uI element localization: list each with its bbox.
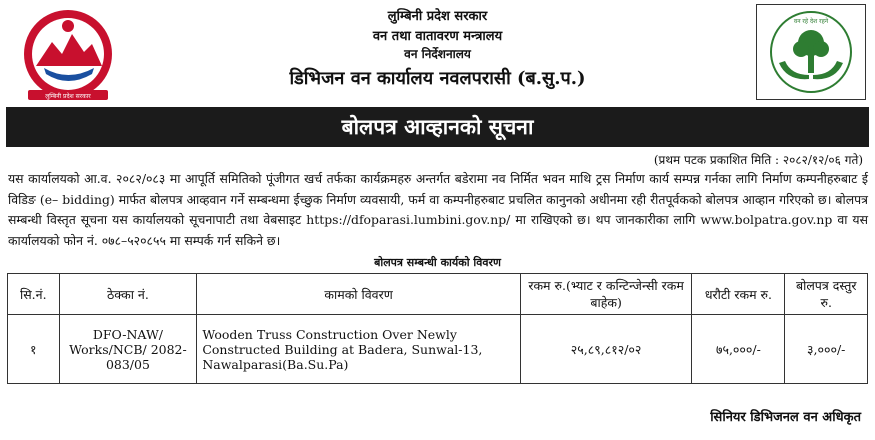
tender-table [7,273,868,384]
table-title: बोलपत्र सम्बन्धी कार्यको विवरण [374,256,501,269]
header-amount: रकम रु.(भ्याट र कन्टिन्जेन्सी रकम बाहेक) [520,274,692,315]
header-sn: सि.नं. [8,274,60,315]
cell-deposit: ७५,०००/- [692,315,785,384]
forest-tree-hands-icon [757,5,865,99]
ministry-name: वन तथा वातावरण मन्त्रालय [372,29,503,44]
logo-text: वन रहे देश रहने [793,18,829,25]
cell-contract-no: DFO-NAW/ Works/NCB/ 2082-083/05 [59,315,197,384]
cell-fee: ३,०००/- [785,315,868,384]
header-deposit: धरौटी रकम रु. [692,274,785,315]
header-fee: बोलपत्र दस्तुर रु. [785,274,868,315]
province-name: लुम्बिनी प्रदेश सरकार [387,9,488,24]
signatory-title: सिनियर डिभिजनल वन अधिकृत [710,410,861,425]
cell-description: Wooden Truss Construction Over Newly Constructed Building at Badera, Sunwal-13, Nawalparasi(Ba.Su.Pa) [197,315,520,384]
table-header-row [8,274,868,315]
header-contract-no: ठेक्का नं. [59,274,197,315]
forest-logo [756,4,866,100]
cell-amount: २५,८९,८१२/०२ [520,315,692,384]
notice-body: यस कार्यालयको आ.व. २०८२/०८३ मा आपूर्ति समितिको पूंजीगत खर्च तर्फका कार्यक्रमहरु अन्तर्गत बडेरामा नव निर्मित भवन माथि ट्रस निर्माण कार्य सम्पन्न गर्नका लागि निर्माण कम्पनीहरुबाट ई विडिङ (e– bidding) मार्फत बोलपत्र आव्हवान गर्ने सम्बन्धमा ईच्छुक निर्माण व्यवसायी, फर्म वा कम्पनीहरुबाट प्रचलित कानुनको अधीनमा रही रीतपूर्वकको बोलपत्र आव्हान गरिएको छ। बोलपत्र सम्बन्धी विस्तृत सूचना यस कार्यालयको सूचनापाटी तथा वेबसाइट https://dfoparasi.lumbini.gov.np/ मा राखिएको छ। थप जानकारीका लागि www.bolpatra.gov.np वा यस कार्यालयको फोन नं. ०७८–५२०८५५ मा सम्पर्क गर्न सकिने छ। [8,171,868,248]
notice-title-banner: बोलपत्र आव्हानको सूचना [6,107,869,147]
office-name: डिभिजन वन कार्यालय नवलपरासी (ब.सु.प.) [289,68,586,89]
table-row [8,315,868,384]
header-description: कामको विवरण [197,274,520,315]
directorate-name: वन निर्देशनालय [404,47,471,61]
cell-sn: १ [8,315,60,384]
emblem-text: लुम्बिनी प्रदेश सरकार [45,93,91,100]
letterhead [0,0,875,104]
publish-date: (प्रथम पटक प्रकाशित मिति : २०८२/१२/०६ गते) [653,153,863,167]
